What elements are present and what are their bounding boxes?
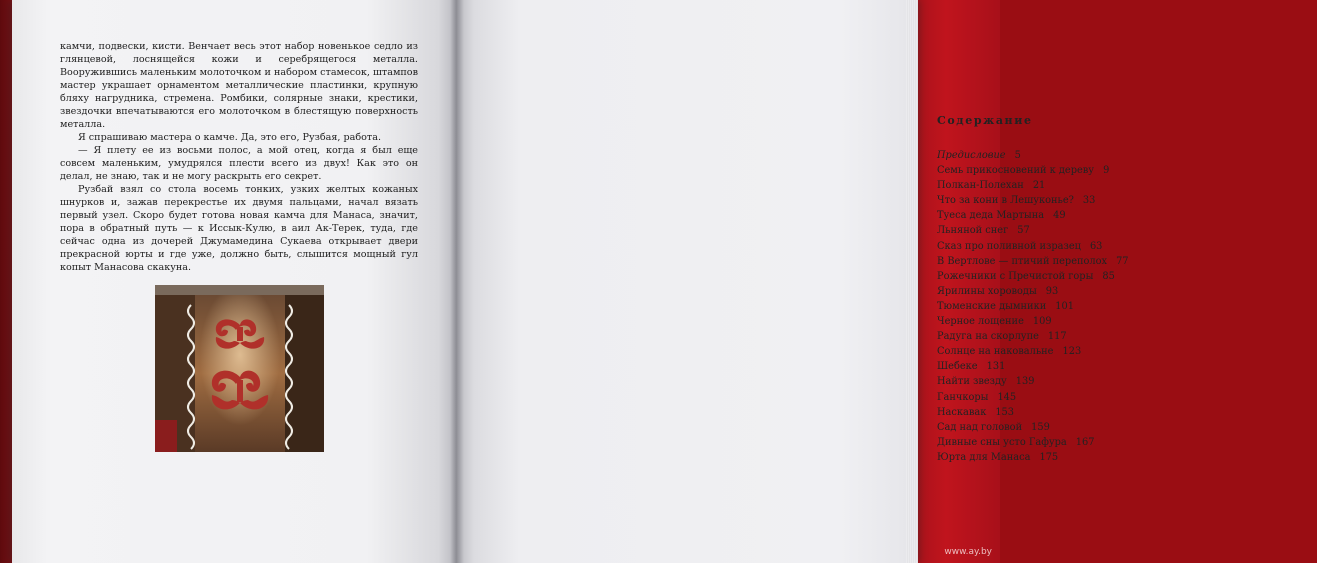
toc-item-title: Полкан-Полехан	[937, 180, 1024, 192]
toc-page-number: 145	[997, 391, 1017, 403]
toc-title: Содержание	[937, 114, 1033, 127]
toc-item	[937, 450, 1317, 465]
toc-item	[937, 254, 1317, 269]
toc-item	[937, 344, 1317, 359]
toc-page-number: 5	[1014, 150, 1021, 161]
toc-item	[937, 359, 1317, 374]
body-paragraph: Рузбай взял со стола восемь тонких, узких желтых кожаных шнурков и, зажав перекрестье их двумя пальцами, начал вязать первый узел. Скоро будет готова новая камча для Манаса, значит, пора в обратный путь — к Иссык-Кулю, в аил Ак-Терек, туда, где сейчас одна из дочерей Джумамедина Сукаева открывает двери прекрасной юрты и где уже, должно быть, слышится мощный гул копыт Манасова скакуна.	[60, 184, 418, 273]
toc-item	[937, 269, 1317, 284]
toc-page-number: 131	[986, 361, 1006, 373]
toc-page-number: 167	[1075, 436, 1095, 448]
toc-item-title: Льняной снег	[937, 225, 1009, 237]
photo-yurt-ornament	[155, 285, 324, 452]
toc-item-title: Тюменские дымники	[937, 300, 1047, 312]
toc-page-number: 33	[1082, 195, 1096, 207]
toc-page-number: 109	[1032, 316, 1052, 328]
toc-page-number: 175	[1039, 451, 1059, 463]
toc-item-title: Шебеке	[937, 361, 978, 373]
toc-item-title: Солнце на наковальне	[937, 346, 1054, 358]
toc-item-title: Сказ про поливной изразец	[937, 240, 1081, 252]
toc-item-title: Что за кони в Лешуконье?	[937, 195, 1074, 207]
toc-page-number: 85	[1102, 270, 1115, 282]
toc-item	[937, 329, 1317, 344]
toc-item-title: Черное лощение	[937, 316, 1024, 328]
toc-page-number: 93	[1045, 285, 1059, 297]
toc-item-title: Рожечники с Пречистой горы	[937, 270, 1094, 282]
toc-item	[937, 223, 1317, 238]
toc-item	[937, 374, 1317, 389]
toc-item	[937, 193, 1317, 208]
toc-page-number: 77	[1116, 255, 1129, 267]
body-text	[60, 40, 418, 274]
toc-item-title: Семь прикосновений к дереву	[937, 165, 1095, 177]
toc-item-title: Ганчкоры	[937, 391, 989, 403]
toc-list	[937, 148, 1317, 465]
watermark: www.ay.by	[944, 547, 992, 557]
toc-item	[937, 163, 1317, 178]
toc-item	[937, 178, 1317, 193]
toc-item-title: Юрта для Манаса	[937, 451, 1031, 463]
toc-item-title: В Вертлове — птичий переполох	[937, 255, 1108, 267]
toc-page-number: 57	[1017, 225, 1030, 237]
toc-item-title: Дивные сны усто Гафура	[937, 436, 1067, 448]
toc-item-title: Найти звезду	[937, 376, 1007, 388]
toc-item	[937, 299, 1317, 314]
body-paragraph: камчи, подвески, кисти. Венчает весь этот набор новенькое седло из глянцевой, лоснящейся кожи и серебрящегося металла. Вооружившись маленьким молоточком и набором стамесок, штампов мастер украшает орнаментом металлические пластинки, крупную бляху нагрудника, стремена. Ромбики, солярные знаки, крестики, звездочки впечатываются его молоточком в блестящую поверхность металла.	[60, 41, 418, 130]
toc-page-number: 63	[1089, 240, 1103, 252]
toc-item	[937, 239, 1317, 254]
toc-item	[937, 284, 1317, 299]
left-page	[12, 0, 456, 563]
toc-page-number: 117	[1047, 331, 1067, 343]
table-of-contents	[937, 114, 1317, 465]
toc-item-title: Наскавак	[937, 406, 987, 418]
toc-page-number: 159	[1031, 421, 1050, 433]
toc-page-number: 9	[1103, 165, 1110, 177]
toc-page-number: 101	[1055, 300, 1074, 312]
toc-page-number: 21	[1032, 180, 1046, 192]
toc-page-number: 49	[1053, 210, 1066, 222]
toc-item-title: Радуга на скорлупе	[937, 331, 1039, 343]
toc-item-title: Ярилины хороводы	[937, 285, 1037, 297]
toc-item	[937, 208, 1317, 223]
toc-page-number: 153	[995, 406, 1015, 418]
toc-item-title: Предисловие	[937, 150, 1006, 161]
body-paragraph: Я спрашиваю мастера о камче. Да, это его, Рузбая, работа.	[78, 132, 382, 143]
toc-page-number: 139	[1015, 376, 1035, 388]
toc-item-title: Сад над головой	[937, 421, 1023, 433]
toc-page-number: 123	[1062, 346, 1082, 358]
book-gutter	[450, 0, 464, 563]
body-paragraph: — Я плету ее из восьми полос, а мой отец, когда я был еще совсем маленьким, умудрялся плести всего из двух! Как это он делал, не знаю, так и не могу раскрыть его секрет.	[60, 145, 418, 182]
toc-item	[937, 405, 1317, 420]
toc-item	[937, 148, 1317, 163]
toc-item	[937, 390, 1317, 405]
toc-item	[937, 435, 1317, 450]
page-edges	[906, 0, 918, 563]
toc-item	[937, 314, 1317, 329]
toc-item	[937, 420, 1317, 435]
toc-item-title: Туеса деда Мартына	[937, 210, 1045, 222]
